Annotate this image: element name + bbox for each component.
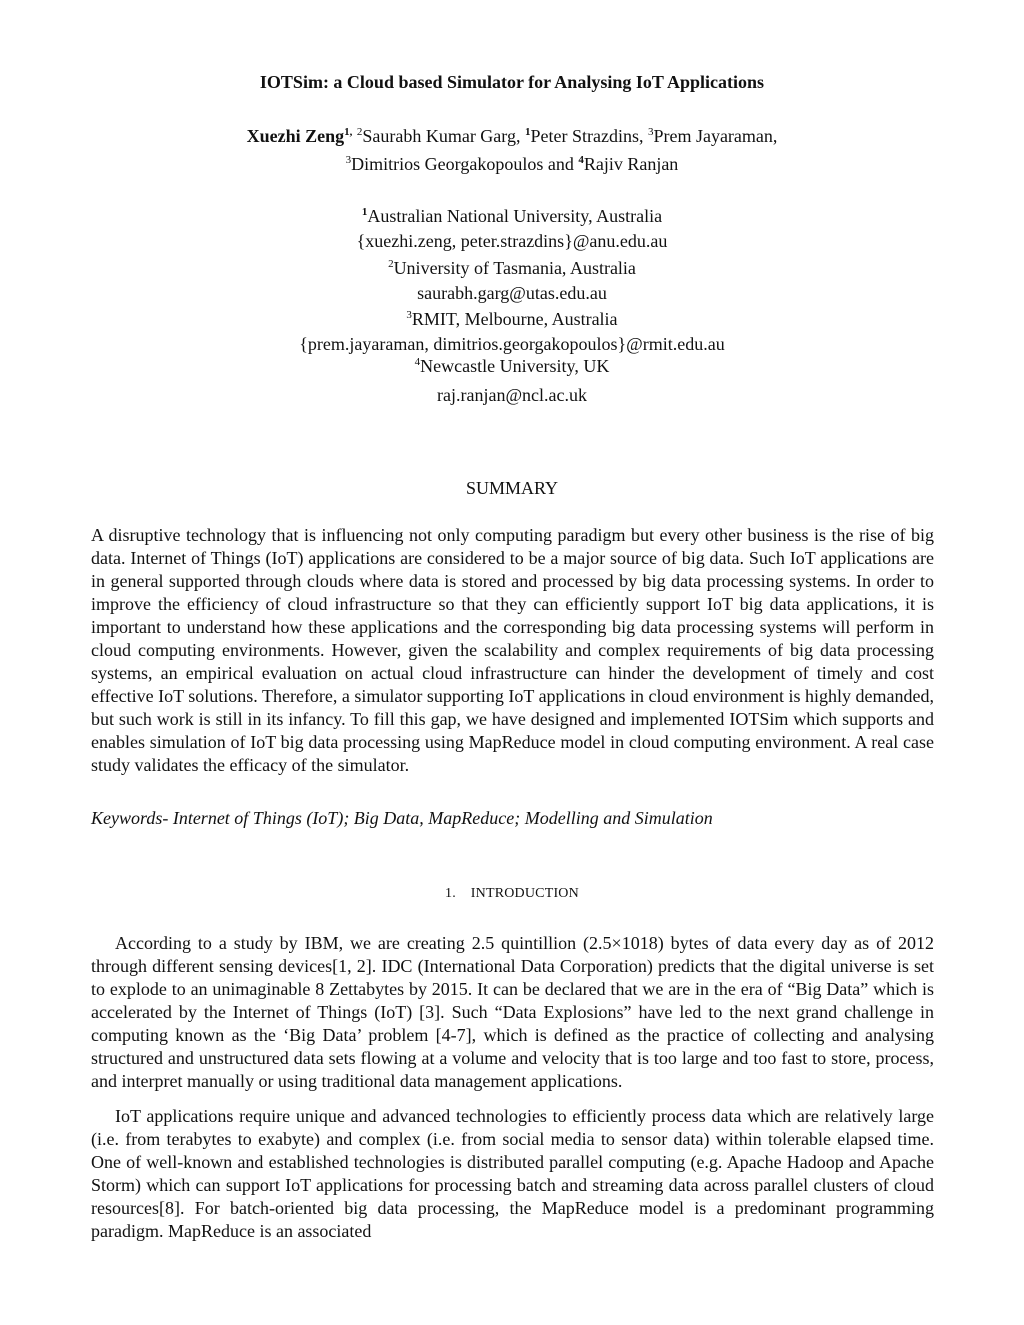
author-line-1 [0, 122, 1024, 150]
affiliation-4-email: raj.ranjan@ncl.ac.uk [436, 385, 587, 405]
author-sup: 2 [356, 126, 363, 138]
affiliation-sup: 3 [406, 309, 412, 321]
paper-title: IOTSim: a Cloud based Simulator for Analysing IoT Applications [259, 72, 765, 92]
affiliation-2-email: saurabh.garg@utas.edu.au [417, 283, 607, 303]
summary-paragraph: A disruptive technology that is influencing not only computing paradigm but every other business is the rise of big data. Internet of Things (IoT) applications are considered to be a major source of big data. Such IoT applications are in general supported through clouds where data is stored and processed by big data processing systems. In order to improve the efficiency of cloud infrastructure so that they can efficiently support IoT big data applications, it is important to understand how these applications and the corresponding big data processing systems will perform in cloud computing environments. However, given the scalability and complex requirements of big data processing systems, an empirical evaluation on actual cloud infrastructure can hinder the development of timely and cost effective IoT solutions. Therefore, a simulator supporting IoT applications in cloud environment is highly demanded, but such work is still in its infancy. To fill this gap, we have designed and implemented IOTSim which supports and enables simulation of IoT big data processing using MapReduce model in cloud computing environment. A real case study validates the efficacy of the simulator. [91, 525, 934, 775]
affiliation-1 [0, 206, 1024, 227]
author-name: Saurabh Kumar Garg, [362, 126, 525, 146]
affiliation-sup: 2 [388, 258, 394, 270]
keywords-line: Keywords- Internet of Things (IoT); Big Data, MapReduce; Modelling and Simulation [91, 808, 713, 828]
author-name: Dimitrios Georgakopoulos and [351, 154, 579, 174]
affiliation-3-email: {prem.jayaraman, dimitrios.georgakopoulos}@rmit.edu.au [299, 334, 725, 354]
introduction-paragraph-1: According to a study by IBM, we are creating 2.5 quintillion (2.5×1018) bytes of data every day as of 2012 through different sensing devices[1, 2]. IDC (International Data Corporation) predicts that the digital universe is set to explode to an unimaginable 8 Zettabytes by 2015. It can be declared that we are in the era of “Big Data” which is accelerated by the Internet of Things (IoT) [3]. Such “Data Explosions” have led to the next grand challenge in computing known as the ‘Big Data’ problem [4-7], which is defined as the practice of collecting and analysing structured and unstructured data sets flowing at a volume and velocity that is too large and too fast to store, process, and interpret manually or using traditional data management applications. [91, 933, 934, 1091]
section-number: 1. [445, 886, 456, 901]
author-sup: 4 [578, 154, 584, 166]
affiliation-name: Australian National University, Australia [367, 206, 663, 226]
affiliation-3 [0, 309, 1024, 330]
affiliation-name: Newcastle University, UK [420, 356, 610, 376]
affiliation-1-email: {xuezhi.zeng, peter.strazdins}@anu.edu.au [356, 231, 668, 251]
author-sup: 1 [524, 126, 531, 138]
affiliation-sup: 1 [361, 206, 368, 218]
author-name: Peter Strazdins, [530, 126, 648, 146]
author-sup: 3 [345, 154, 352, 166]
section-title: INTRODUCTION [470, 886, 579, 901]
author-name: Prem Jayaraman, [653, 126, 778, 146]
author-name: Xuezhi Zeng [246, 126, 345, 146]
affiliation-sup: 4 [414, 356, 421, 368]
affiliation-name: University of Tasmania, Australia [393, 258, 636, 278]
affiliation-name: RMIT, Melbourne, Australia [411, 309, 618, 329]
author-sup: 1, [344, 126, 353, 138]
introduction-heading [0, 886, 1024, 902]
affiliation-4 [0, 356, 1024, 377]
summary-heading: SUMMARY [465, 478, 559, 498]
affiliation-2 [0, 258, 1024, 279]
author-name: Rajiv Ranjan [583, 154, 679, 174]
author-line-2 [0, 150, 1024, 178]
author-list [0, 122, 1024, 178]
introduction-paragraph-2: IoT applications require unique and advanced technologies to efficiently process data which are relatively large (i.e. from terabytes to exabyte) and complex (i.e. from social media to sensor data) within tolerable elapsed time. One of well-known and established technologies is distributed parallel computing (e.g. Apache Hadoop and Apache Storm) which can support IoT applications for processing batch and streaming data across parallel clusters of cloud resources[8]. For batch-oriented big data processing, the MapReduce model is a predominant programming paradigm. MapReduce is an associated [91, 1106, 934, 1241]
author-sup: 3 [647, 126, 654, 138]
